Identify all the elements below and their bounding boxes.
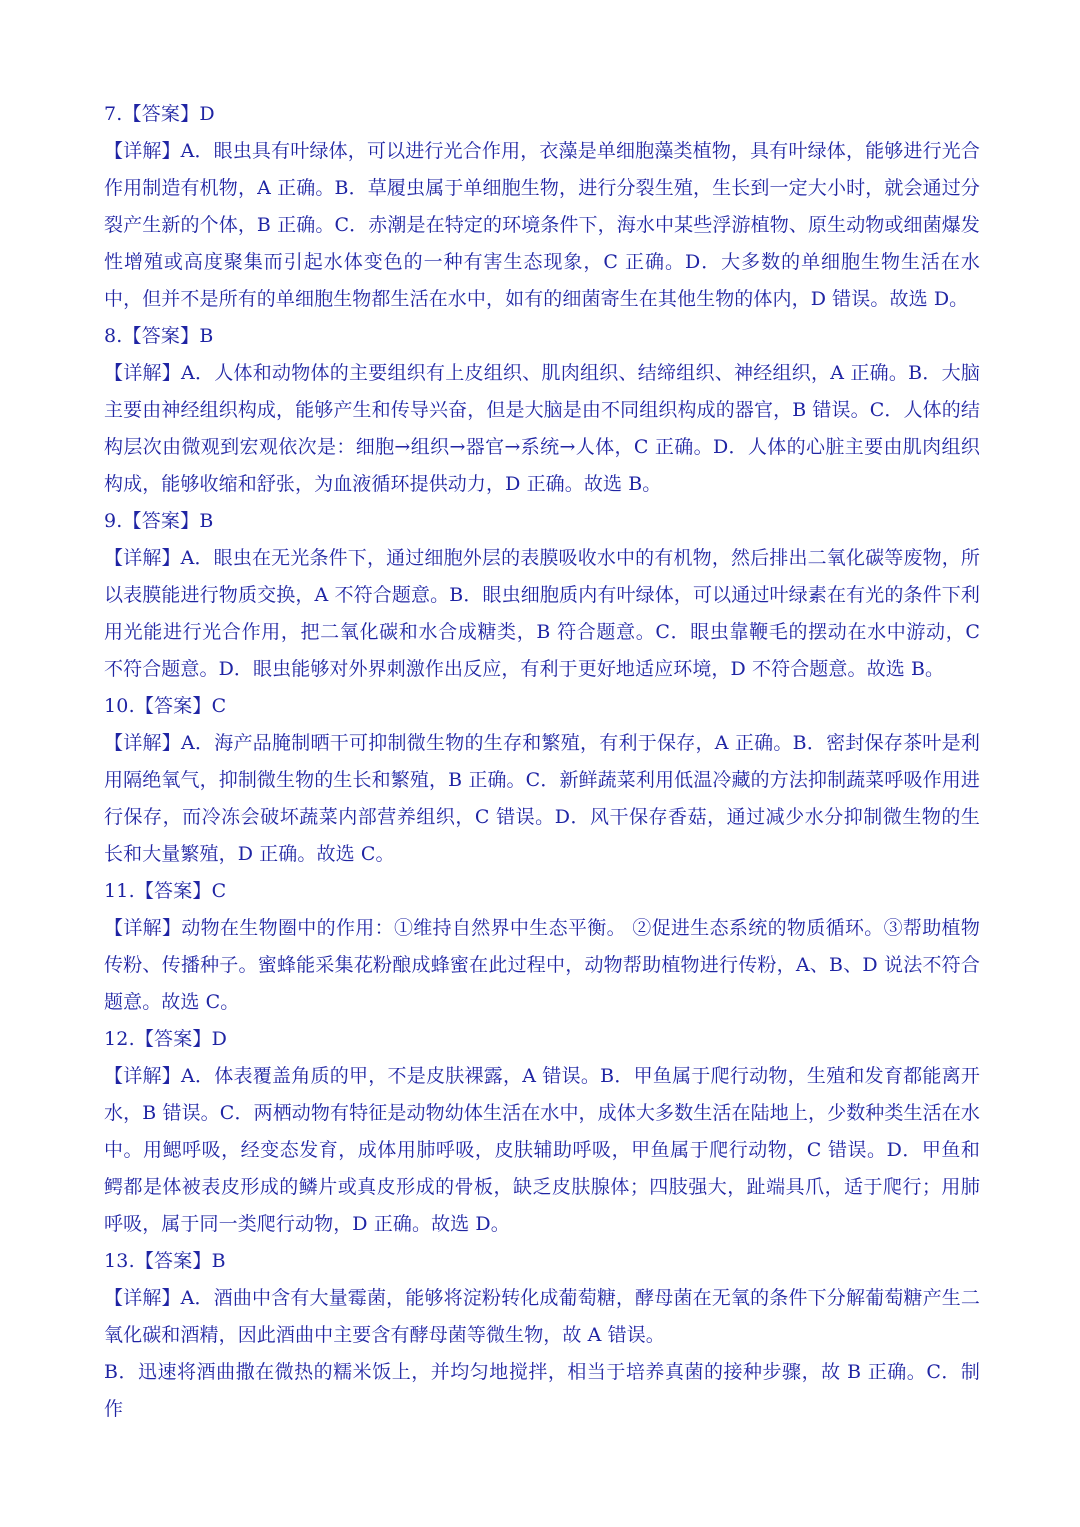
answer-item-13 [104, 1243, 980, 1428]
answer-heading: 13.【答案】B [104, 1250, 226, 1272]
answer-detail: 【详解】A．眼虫具有叶绿体，可以进行光合作用，衣藻是单细胞藻类植物，具有叶绿体，能够进行光合作用制造有机物，A 正确。B．草履虫属于单细胞生物，进行分裂生殖，生长到一定大小时，就会通过分裂产生新的个体，B 正确。C．赤潮是在特定的环境条件下，海水中某些浮游植物、原生动物或细菌爆发性增殖或高度聚集而引起水体变色的一种有害生态现象，C 正确。D．大多数的单细胞生物生活在水中，但并不是所有的单细胞生物都生活在水中，如有的细菌寄生在其他生物的体内，D 错误。故选 D。 [104, 140, 980, 310]
answer-explanations [104, 96, 980, 1428]
answer-item-12 [104, 1021, 980, 1243]
answer-detail: 【详解】A．酒曲中含有大量霉菌，能够将淀粉转化成葡萄糖，酵母菌在无氧的条件下分解葡萄糖产生二氧化碳和酒精，因此酒曲中主要含有酵母菌等微生物，故 A 错误。 [104, 1287, 980, 1346]
answer-detail: 【详解】A．眼虫在无光条件下，通过细胞外层的表膜吸收水中的有机物，然后排出二氧化碳等废物，所以表膜能进行物质交换，A 不符合题意。B．眼虫细胞质内有叶绿体，可以通过叶绿素在有光的条件下利用光能进行光合作用，把二氧化碳和水合成糖类，B 符合题意。C．眼虫靠鞭毛的摆动在水中游动，C 不符合题意。D．眼虫能够对外界刺激作出反应，有利于更好地适应环境，D 不符合题意。故选 B。 [104, 547, 980, 680]
answer-item-7 [104, 96, 980, 318]
answer-heading: 12.【答案】D [104, 1028, 228, 1050]
answer-heading: 11.【答案】C [104, 880, 227, 902]
answer-heading: 10.【答案】C [104, 695, 227, 717]
answer-heading: 8.【答案】B [104, 325, 214, 347]
answer-detail: 【详解】A．人体和动物体的主要组织有上皮组织、肌肉组织、结缔组织、神经组织，A 正确。B．大脑主要由神经组织构成，能够产生和传导兴奋，但是大脑是由不同组织构成的器官，B 错误。C．人体的结构层次由微观到宏观依次是：细胞→组织→器官→系统→人体，C 正确。D．人体的心脏主要由肌肉组织构成，能够收缩和舒张，为血液循环提供动力，D 正确。故选 B。 [104, 362, 980, 495]
answer-item-10 [104, 688, 980, 873]
answer-detail: 【详解】A．海产品腌制晒干可抑制微生物的生存和繁殖，有利于保存，A 正确。B．密封保存茶叶是利用隔绝氧气，抑制微生物的生长和繁殖，B 正确。C．新鲜蔬菜利用低温冷藏的方法抑制蔬菜呼吸作用进行保存，而冷冻会破坏蔬菜内部营养组织，C 错误。D．风干保存香菇，通过减少水分抑制微生物的生长和大量繁殖，D 正确。故选 C。 [104, 732, 980, 865]
answer-item-9 [104, 503, 980, 688]
answer-heading: 7.【答案】D [104, 103, 215, 125]
answer-detail: 【详解】动物在生物圈中的作用：①维持自然界中生态平衡。 ②促进生态系统的物质循环。③帮助植物传粉、传播种子。蜜蜂能采集花粉酿成蜂蜜在此过程中，动物帮助植物进行传粉，A、B、D 说法不符合题意。故选 C。 [104, 917, 980, 1013]
answer-detail-continued: B．迅速将酒曲撒在微热的糯米饭上，并均匀地搅拌，相当于培养真菌的接种步骤，故 B 正确。C．制作 [104, 1361, 980, 1420]
answer-item-11 [104, 873, 980, 1021]
answer-item-8 [104, 318, 980, 503]
answer-heading: 9.【答案】B [104, 510, 214, 532]
answer-detail: 【详解】A．体表覆盖角质的甲，不是皮肤裸露，A 错误。B．甲鱼属于爬行动物，生殖和发育都能离开水，B 错误。C．两栖动物有特征是动物幼体生活在水中，成体大多数生活在陆地上，少数种类生活在水中。用鳃呼吸，经变态发育，成体用肺呼吸，皮肤辅助呼吸，甲鱼属于爬行动物，C 错误。D．甲鱼和鳄都是体被表皮形成的鳞片或真皮形成的骨板，缺乏皮肤腺体；四肢强大，趾端具爪，适于爬行；用肺呼吸，属于同一类爬行动物，D 正确。故选 D。 [104, 1065, 980, 1235]
